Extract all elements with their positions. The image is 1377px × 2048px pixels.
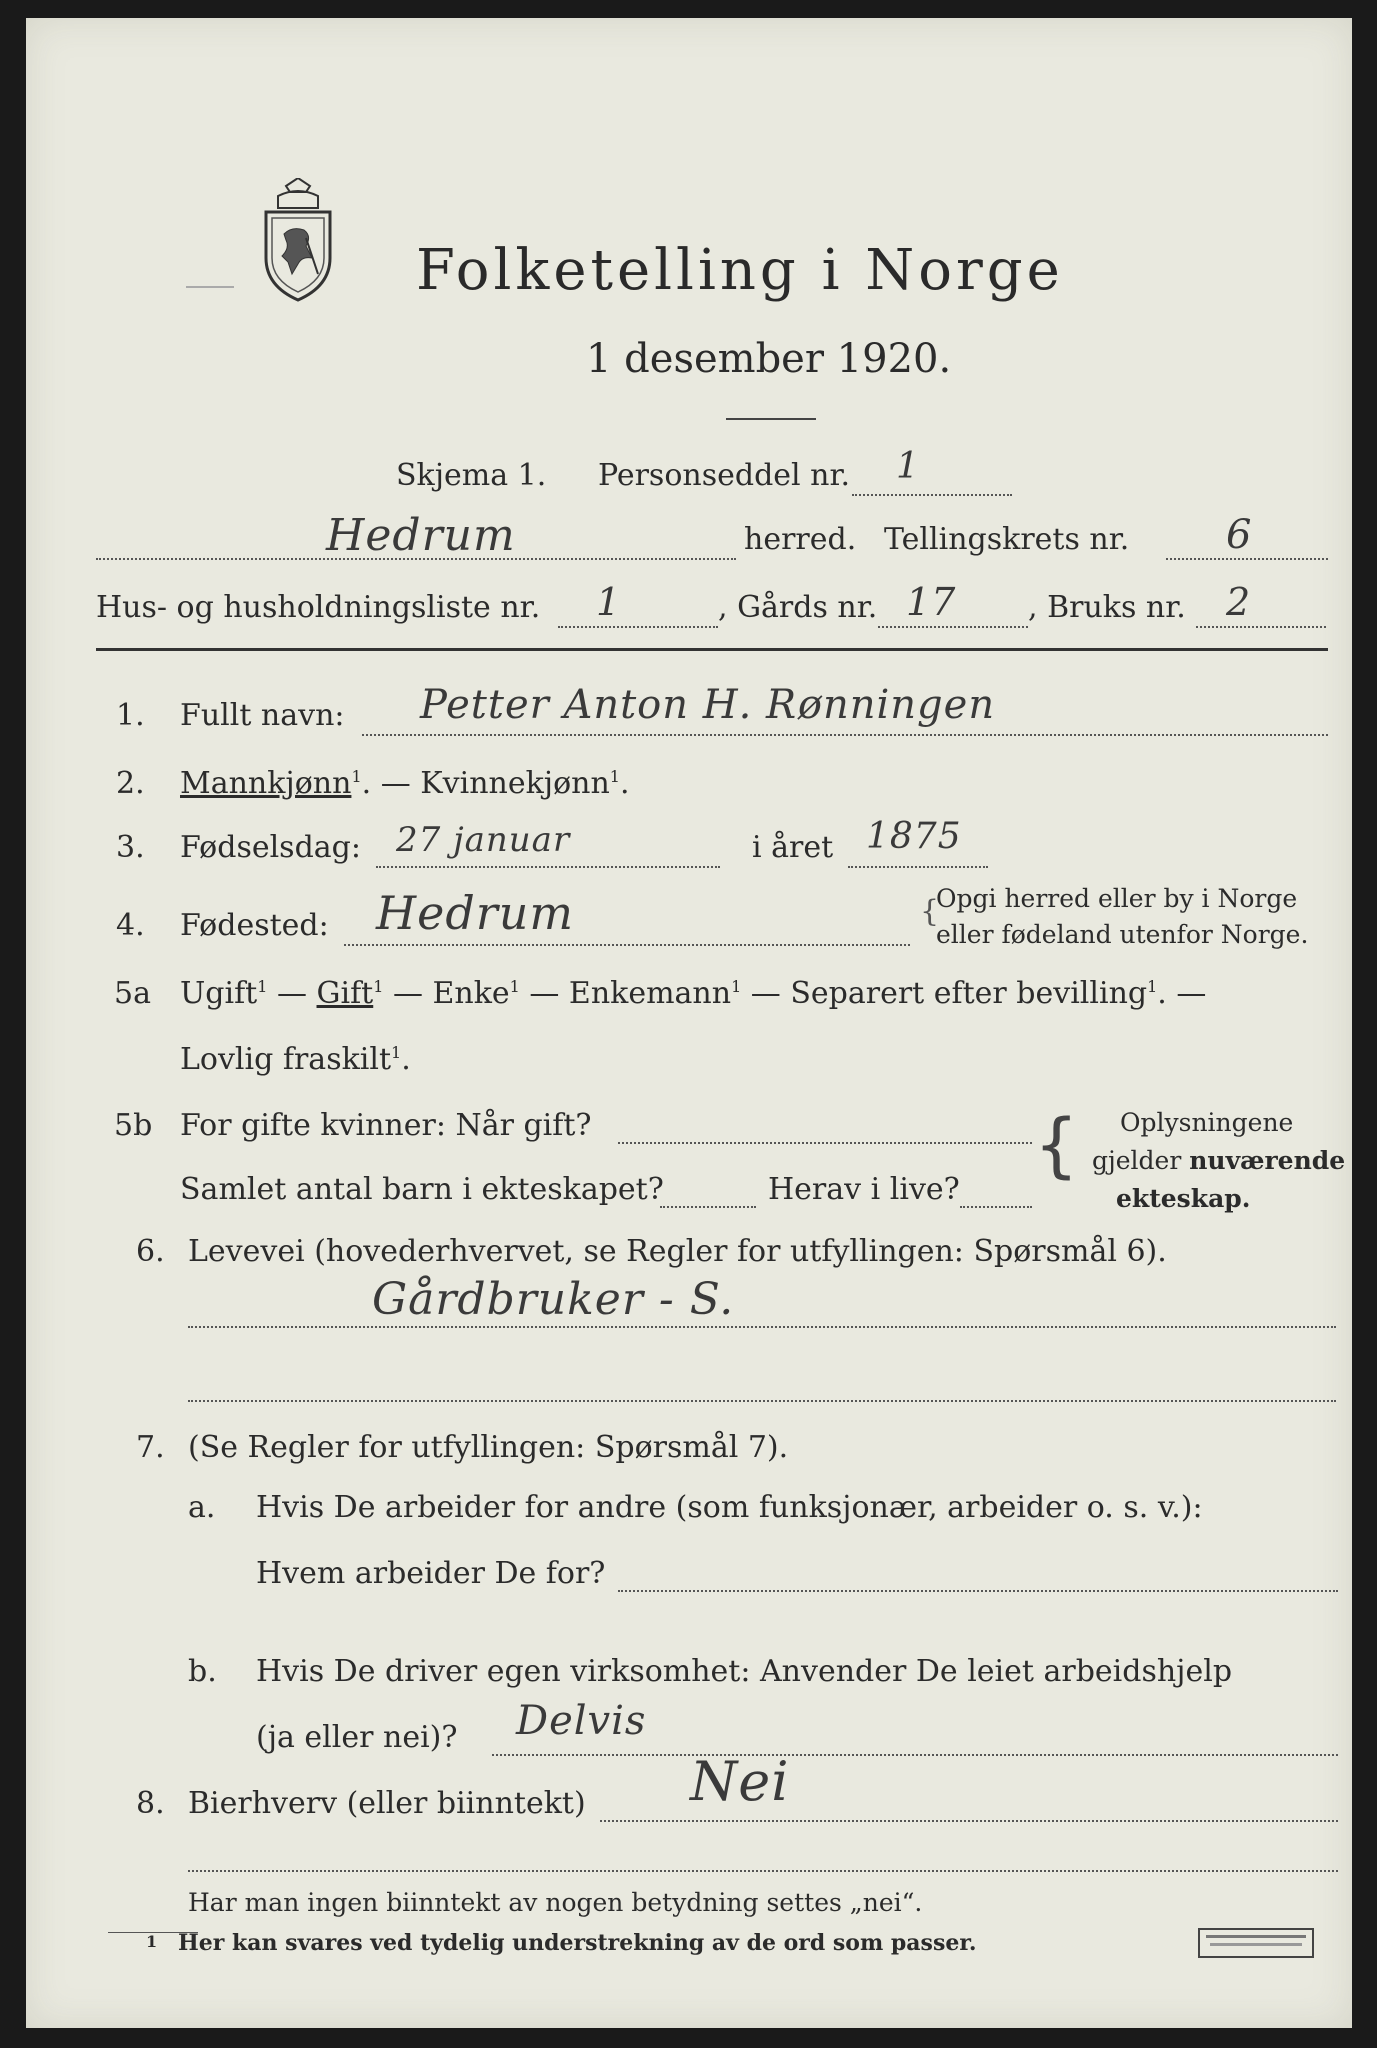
q5b-note-1: Oplysningene — [1120, 1108, 1294, 1137]
q3-label: Fødselsdag: — [180, 830, 361, 865]
q2-female-sup: 1 — [609, 767, 620, 786]
q6-number: 6. — [136, 1234, 165, 1269]
q4-number: 4. — [116, 908, 145, 943]
q4-brace: { — [920, 894, 940, 929]
q3-day-line — [376, 866, 720, 868]
footer-note: Har man ingen biinntekt av nogen betydning settes „nei“. — [188, 1888, 923, 1917]
q7a-letter: a. — [188, 1490, 216, 1525]
q5b-note-2b: nuværende — [1189, 1146, 1346, 1175]
q5a-sup: 1 — [1147, 977, 1158, 996]
q4-note-1: Opgi herred eller by i Norge — [936, 884, 1298, 913]
bruks-value[interactable]: 2 — [1226, 580, 1252, 624]
q7a-label-1: Hvis De arbeider for andre (som funksjonær, arbeider o. s. v.): — [256, 1490, 1203, 1525]
q8-line — [600, 1820, 1338, 1822]
q2-number: 2. — [116, 766, 145, 801]
q6-label: Levevei (hovederhvervet, se Regler for utfyllingen: Spørsmål 6). — [188, 1234, 1167, 1269]
census-form — [26, 18, 1352, 2028]
q1-value[interactable]: Petter Anton H. Rønningen — [420, 682, 996, 728]
q5a-ugift[interactable]: Ugift — [180, 976, 258, 1011]
q7b-label-1: Hvis De driver egen virksomhet: Anvender De leiet arbeidshjelp — [256, 1654, 1233, 1689]
q5b-line-2 — [660, 1206, 756, 1208]
q5b-label-3: Herav i live? — [768, 1172, 960, 1207]
herred-label: herred. — [744, 522, 857, 557]
q2-options — [180, 766, 630, 801]
q5b-note-3: ekteskap. — [1116, 1184, 1251, 1213]
q5a-sup: 1 — [509, 977, 520, 996]
q1-label: Fullt navn: — [180, 698, 345, 733]
q2-end: . — [619, 766, 630, 801]
q5a-enkemann[interactable]: Enkemann — [568, 976, 732, 1011]
footnote-mark: 1 — [146, 1932, 158, 1951]
q3-year-label: i året — [752, 830, 834, 865]
q5b-line-3 — [960, 1206, 1032, 1208]
q6-value[interactable]: Gårdbruker - S. — [372, 1274, 735, 1325]
personseddel-label: Personseddel nr. — [598, 458, 851, 493]
q5a-sup: 1 — [257, 977, 268, 996]
q5b-number: 5b — [114, 1108, 153, 1143]
q5a-enke[interactable]: Enke — [432, 976, 510, 1011]
husholdningsliste-value[interactable]: 1 — [596, 580, 622, 624]
title-divider — [726, 418, 816, 420]
q5b-note-2 — [1092, 1146, 1345, 1175]
q8-line-2 — [188, 1870, 1338, 1872]
q5b-note-2a: gjelder — [1092, 1146, 1182, 1175]
bruks-line — [1196, 626, 1326, 628]
q7b-value[interactable]: Delvis — [516, 1698, 647, 1744]
bruks-label: , Bruks nr. — [1028, 590, 1186, 625]
q2-separator: . — — [361, 766, 421, 801]
q5a-options: Ugift$^1$ — Gift$^1$ — Enke$^1$ — Enkemann$^1$ — Separert efter bevilling$^1$. — — [180, 976, 1207, 1011]
gards-label: , Gårds nr. — [718, 590, 878, 625]
printer-stamp — [1198, 1928, 1314, 1958]
header-rule — [96, 648, 1328, 651]
q3-number: 3. — [116, 830, 145, 865]
q5b-line-1 — [618, 1142, 1032, 1144]
q2-male-option[interactable]: Mannkjønn — [180, 766, 352, 801]
q7b-letter: b. — [188, 1654, 217, 1689]
q3-value[interactable]: 27 januar — [396, 820, 571, 860]
q6-line-2 — [188, 1400, 1336, 1402]
q5b-label-1: For gifte kvinner: Når gift? — [180, 1108, 592, 1143]
herred-value[interactable]: Hedrum — [326, 510, 516, 561]
q4-line — [344, 944, 910, 946]
schema-label: Skjema 1. — [396, 458, 547, 493]
q2-male-sup: 1 — [351, 767, 362, 786]
q7b-line — [492, 1754, 1338, 1756]
tellingskrets-line — [1166, 558, 1328, 560]
q5a-sup: 1 — [391, 1043, 402, 1062]
q5a-sup: 1 — [373, 977, 384, 996]
q8-label: Bierhverv (eller biinntekt) — [188, 1786, 586, 1821]
q3-year-value[interactable]: 1875 — [866, 816, 962, 857]
form-title: Folketelling i Norge — [416, 238, 1064, 303]
q5a-number: 5a — [114, 976, 151, 1011]
q5a-sup: 1 — [731, 977, 742, 996]
q8-value[interactable]: Nei — [690, 1750, 790, 1813]
personseddel-line — [852, 494, 1012, 496]
q5a-separert[interactable]: Separert efter bevilling — [790, 976, 1148, 1011]
q4-note-2: eller fødeland utenfor Norge. — [936, 920, 1309, 949]
gards-line — [878, 626, 1028, 628]
q5b-label-2: Samlet antal barn i ekteskapet? — [180, 1172, 664, 1207]
footnote-text: Her kan svares ved tydelig understrekning av de ord som passer. — [178, 1930, 977, 1956]
q7-number: 7. — [136, 1430, 165, 1465]
stamp-mark — [186, 286, 234, 288]
husholdningsliste-label: Hus- og husholdningsliste nr. — [96, 590, 541, 625]
q8-number: 8. — [136, 1786, 165, 1821]
q7a-label-2: Hvem arbeider De for? — [256, 1556, 606, 1591]
q1-line — [362, 734, 1328, 736]
q5b-brace: { — [1034, 1104, 1079, 1186]
q1-number: 1. — [116, 698, 145, 733]
q2-female-option[interactable]: Kvinnekjønn — [420, 766, 610, 801]
q7a-line — [618, 1590, 1338, 1592]
tellingskrets-value[interactable]: 6 — [1226, 512, 1253, 558]
q4-value[interactable]: Hedrum — [376, 886, 575, 940]
q6-line-1 — [188, 1326, 1336, 1328]
q5a-gift[interactable]: Gift — [316, 976, 374, 1011]
q5a-line2: Lovlig fraskilt$^1$. — [180, 1042, 411, 1077]
form-date: 1 desember 1920. — [586, 336, 952, 382]
q3-year-line — [848, 866, 988, 868]
q5a-fraskilt[interactable]: Lovlig fraskilt — [180, 1042, 392, 1077]
husholdningsliste-line — [558, 626, 718, 628]
personseddel-value[interactable]: 1 — [896, 446, 920, 487]
q4-label: Fødested: — [180, 908, 329, 943]
coat-of-arms-icon — [248, 178, 348, 303]
gards-value[interactable]: 17 — [906, 580, 957, 624]
tellingskrets-label: Tellingskrets nr. — [884, 522, 1130, 557]
q7b-label-2: (ja eller nei)? — [256, 1720, 458, 1755]
q7-label: (Se Regler for utfyllingen: Spørsmål 7). — [188, 1430, 789, 1465]
